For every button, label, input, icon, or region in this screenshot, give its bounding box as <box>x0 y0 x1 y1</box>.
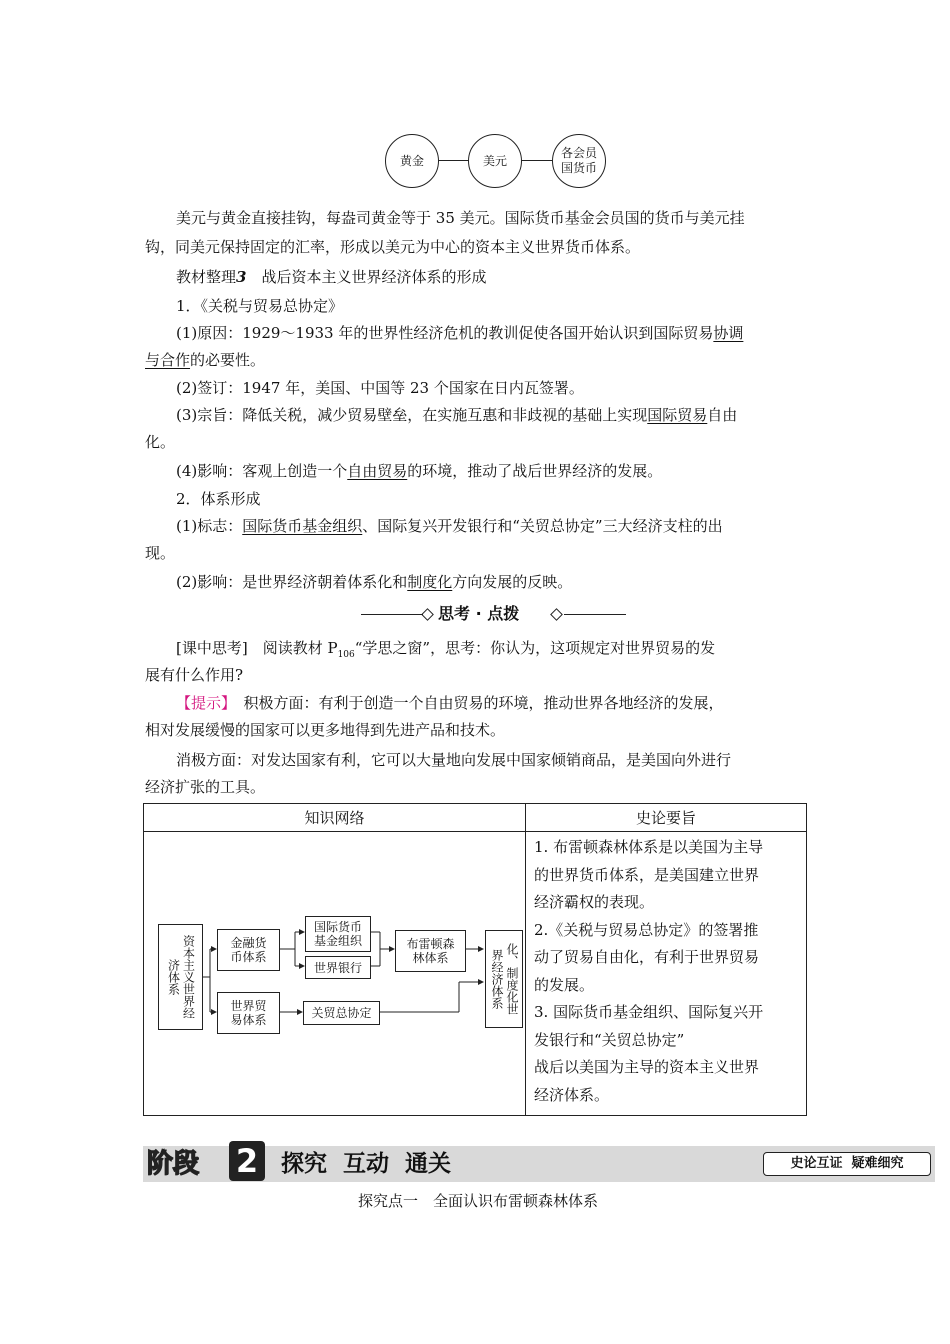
hint-line-1: 【提示】 积极方面：有利于创造一个自由贸易的环境，推动世界各地经济的发展， <box>176 694 724 712</box>
underline-answer: 与合作 <box>145 351 191 369</box>
diagram-bretton-label: 布雷顿森林体系 <box>406 937 455 965</box>
gatt-cause-line-2: 与合作的必要性。 <box>145 351 266 369</box>
dollar-circle <box>468 134 522 188</box>
diamond-icon <box>550 608 563 621</box>
stage-label: 阶段 <box>147 1149 200 1179</box>
system-sign-line-1: (1)标志：国际货币基金组织、国际复兴开发银行和“关贸总协定”三大经济支柱的出 <box>176 517 723 535</box>
diagram-gatt-box <box>303 1001 380 1025</box>
gold-label: 黄金 <box>399 153 424 168</box>
intro-line-2: 钩，同美元保持固定的汇率，形成以美元为中心的资本主义世界货币体系。 <box>145 238 641 256</box>
gatt-impact: (4)影响：客观上创造一个自由贸易的环境，推动了战后世界经济的发展。 <box>176 462 663 480</box>
member-currency-label: 各会员 国货币 <box>560 146 597 175</box>
negative-line-2: 经济扩张的工具。 <box>145 778 266 796</box>
connector-line <box>437 160 471 161</box>
diagram-bank-label: 世界银行 <box>313 960 362 975</box>
point-line: 经济体系。 <box>534 1085 610 1104</box>
point-line: 动了贸易自由化，有利于世界贸易 <box>534 948 760 966</box>
stage-tag: 史论互证 疑难细究 <box>763 1152 931 1176</box>
think-divider-label: 思考 · 点拨 <box>438 604 520 623</box>
point-line: 1. 布雷顿森林体系是以美国为主导 <box>534 838 764 856</box>
point-line: 3. 国际货币基金组织、国际复兴开 <box>534 1003 764 1021</box>
underline-answer: 国际贸易 <box>647 406 708 424</box>
negative-line-1: 消极方面：对发达国家有利，它可以大量地向发展中国家倾销商品，是美国向外进行 <box>176 751 732 769</box>
summary-table <box>143 803 807 1116</box>
think-question-line-1: [课中思考] 阅读教材 $P_{106}“$学思之窗”，思考：你认为，这项规定对世界贸易的发 <box>176 639 716 660</box>
point-line: 发银行和“关贸总协定” <box>534 1030 685 1049</box>
point-line: 的世界货币体系，是美国建立世界 <box>534 865 760 884</box>
diagram-bank-box <box>305 956 371 979</box>
underline-answer: 制度化 <box>407 573 453 591</box>
diamond-icon <box>421 608 434 621</box>
stage-title: 探究 互动 通关 <box>281 1151 452 1177</box>
diagram-imf-label: 国际货币基金组织 <box>313 920 362 948</box>
diagram-gatt-label: 关贸总协定 <box>311 1006 372 1020</box>
system-sign-line-2: 现。 <box>145 544 176 562</box>
point-line: 经济霸权的表现。 <box>534 893 655 911</box>
knowledge-network-diagram <box>144 832 525 1115</box>
underline-answer: 协调 <box>713 324 744 342</box>
gatt-heading: 1．《关税与贸易总协定》 <box>176 297 344 315</box>
system-heading: 2．体系形成 <box>176 490 261 508</box>
diagram-imf-box <box>305 916 371 952</box>
section-number: 3 <box>236 268 247 286</box>
diagram-trade-label: 世界贸易体系 <box>230 999 267 1027</box>
hint-line-2: 相对发展缓慢的国家可以更多地得到先进产品和技术。 <box>145 721 506 739</box>
diagram-world-system-box <box>485 930 523 1028</box>
stage-number: 2 <box>235 1142 259 1180</box>
divider-left-line <box>361 614 423 615</box>
diagram-trade-box <box>217 992 280 1034</box>
section-heading: 教材整理3 战后资本主义世界经济体系的形成 <box>176 268 487 286</box>
system-impact: (2)影响：是世界经济朝着体系化和制度化方向发展的反映。 <box>176 573 573 591</box>
think-question-line-2: 展有什么作用? <box>145 666 244 684</box>
diagram-bretton-box <box>395 930 466 972</box>
diagram-root-label: 资本主义世界经济体系 <box>166 935 196 1019</box>
gatt-sign: (2)签订：1947 年，美国、中国等 23 个国家在日内瓦签署。 <box>176 379 584 397</box>
dollar-label: 美元 <box>482 153 507 168</box>
gold-circle <box>385 134 439 188</box>
intro-line-1: 美元与黄金直接挂钩，每盎司黄金等于 35 美元。国际货币基金会员国的货币与美元挂 <box>176 209 745 227</box>
diagram-root-box <box>158 924 203 1030</box>
member-currency-circle <box>552 134 606 188</box>
points-list <box>534 834 804 1109</box>
point-line: 战后以美国为主导的资本主义世界 <box>534 1058 760 1076</box>
diagram-finance-box <box>217 929 280 971</box>
explore-point-title: 探究点一 全面认识布雷顿森林体系 <box>358 1192 599 1210</box>
table-header-knowledge: 知识网络 <box>304 809 365 827</box>
table-column-border <box>525 804 526 1115</box>
divider-right-line <box>564 614 626 615</box>
hint-label: 【提示】 <box>176 694 229 712</box>
underline-answer: 国际货币基金组织 <box>242 517 363 535</box>
diagram-finance-label: 金融货币体系 <box>230 936 267 964</box>
diagram-world-system-label: 化、制度化世界经济体系 <box>490 943 519 1015</box>
connector-line <box>520 160 554 161</box>
section-title: 战后资本主义世界经济体系的形成 <box>261 268 487 286</box>
gatt-cause-line-1: (1)原因：1929～1933 年的世界性经济危机的教训促使各国开始认识到国际贸易协调 <box>176 324 744 342</box>
underline-answer: 自由贸易 <box>347 462 408 480</box>
point-line: 2.《关税与贸易总协定》的签署推 <box>534 920 759 939</box>
point-line: 的发展。 <box>534 975 595 994</box>
gatt-purpose-line-2: 化。 <box>145 433 176 451</box>
stage-number-badge <box>229 1141 265 1181</box>
gatt-purpose-line-1: (3)宗旨：降低关税，减少贸易壁垒，在实施互惠和非歧视的基础上实现国际贸易自由 <box>176 406 738 424</box>
table-header-points: 史论要旨 <box>635 809 696 827</box>
